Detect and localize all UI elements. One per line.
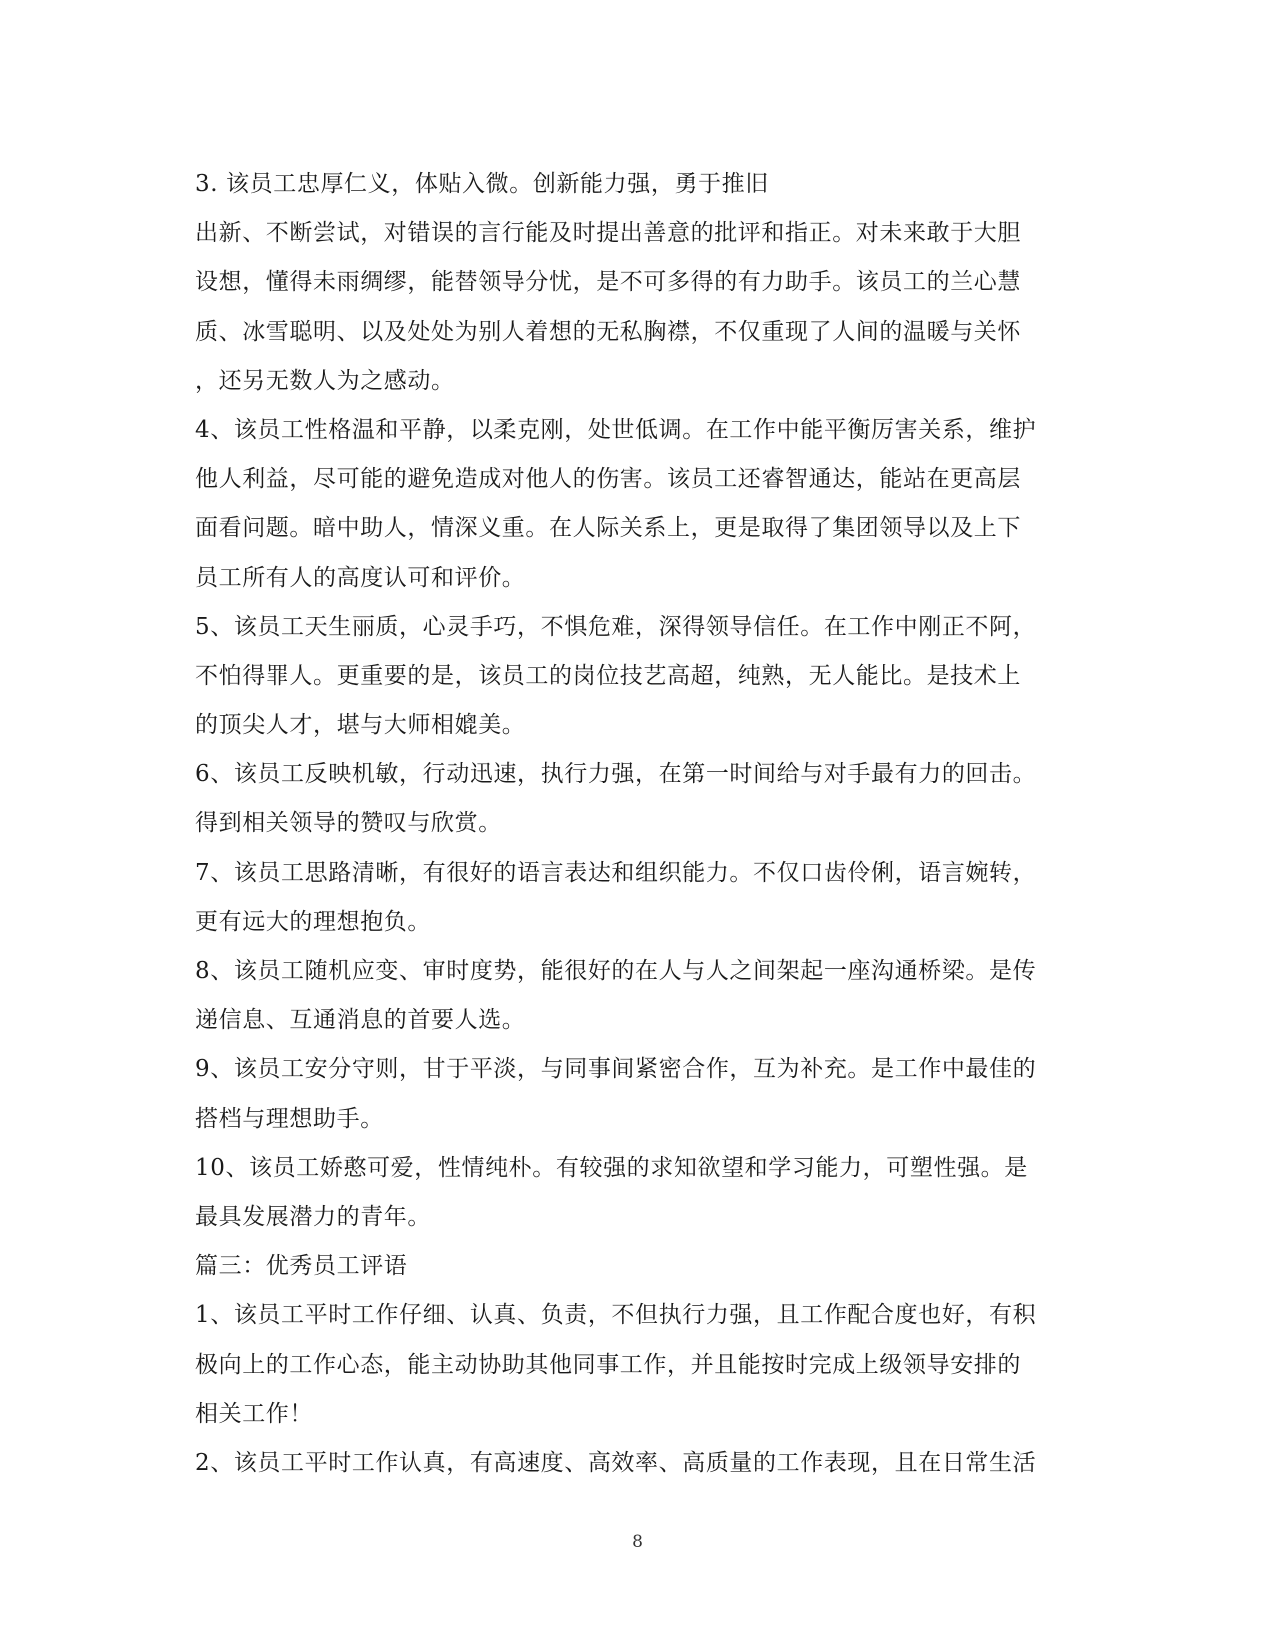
text-line: ，还另无数人为之感动。 bbox=[195, 367, 455, 394]
text-line: 他人利益，尽可能的避免造成对他人的伤害。该员工还睿智通达，能站在更高层 bbox=[195, 466, 1021, 493]
text-line: 设想，懂得未雨绸缪，能替领导分忧，是不可多得的有力助手。该员工的兰心慧 bbox=[195, 269, 1021, 296]
document-body bbox=[195, 160, 1095, 1488]
page-number: 8 bbox=[632, 1532, 643, 1552]
text-line: 的顶尖人才，堪与大师相媲美。 bbox=[195, 712, 526, 739]
text-line: 搭档与理想助手。 bbox=[195, 1105, 384, 1132]
text-line: 6、该员工反映机敏，行动迅速，执行力强，在第一时间给与对手最有力的回击。 bbox=[195, 761, 1037, 788]
text-line: 不怕得罪人。更重要的是，该员工的岗位技艺高超，纯熟，无人能比。是技术上 bbox=[195, 662, 1021, 689]
text-line: 得到相关领导的赞叹与欣赏。 bbox=[195, 810, 502, 837]
text-line: 相关工作！ bbox=[195, 1400, 313, 1427]
text-line: 5、该员工天生丽质，心灵手巧，不惧危难，深得领导信任。在工作中刚正不阿， bbox=[195, 613, 1037, 640]
section-heading: 篇三：优秀员工评语 bbox=[195, 1253, 408, 1280]
text-line: 最具发展潜力的青年。 bbox=[195, 1203, 431, 1230]
text-line: 9、该员工安分守则，甘于平淡，与同事间紧密合作，互为补充。是工作中最佳的 bbox=[195, 1056, 1037, 1083]
text-line: 8、该员工随机应变、审时度势，能很好的在人与人之间架起一座沟通桥梁。是传 bbox=[195, 958, 1037, 984]
text-line: 7、该员工思路清晰，有很好的语言表达和组织能力。不仅口齿伶俐，语言婉转， bbox=[195, 859, 1037, 886]
text-line: 质、冰雪聪明、以及处处为别人着想的无私胸襟，不仅重现了人间的温暖与关怀 bbox=[195, 318, 1021, 345]
text-line: 4、该员工性格温和平静，以柔克刚，处世低调。在工作中能平衡厉害关系，维护 bbox=[195, 416, 1037, 443]
text-line: 2、该员工平时工作认真，有高速度、高效率、高质量的工作表现，且在日常生活 bbox=[195, 1449, 1037, 1476]
text-line: 面看问题。暗中助人，情深义重。在人际关系上，更是取得了集团领导以及上下 bbox=[195, 515, 1021, 542]
text-line: 出新、不断尝试，对错误的言行能及时提出善意的批评和指正。对未来敢于大胆 bbox=[195, 220, 1021, 247]
text-line: 3. 该员工忠厚仁义，体贴入微。创新能力强，勇于推旧 bbox=[195, 171, 769, 197]
text-line: 10、该员工娇憨可爱，性情纯朴。有较强的求知欲望和学习能力，可塑性强。是 bbox=[195, 1154, 1028, 1181]
text-line: 极向上的工作心态，能主动协助其他同事工作，并且能按时完成上级领导安排的 bbox=[195, 1351, 1021, 1378]
text-line: 1、该员工平时工作仔细、认真、负责，不但执行力强，且工作配合度也好，有积 bbox=[195, 1302, 1037, 1329]
text-line: 递信息、互通消息的首要人选。 bbox=[195, 1007, 526, 1034]
text-line: 更有远大的理想抱负。 bbox=[195, 908, 431, 935]
text-line: 员工所有人的高度认可和评价。 bbox=[195, 564, 526, 591]
